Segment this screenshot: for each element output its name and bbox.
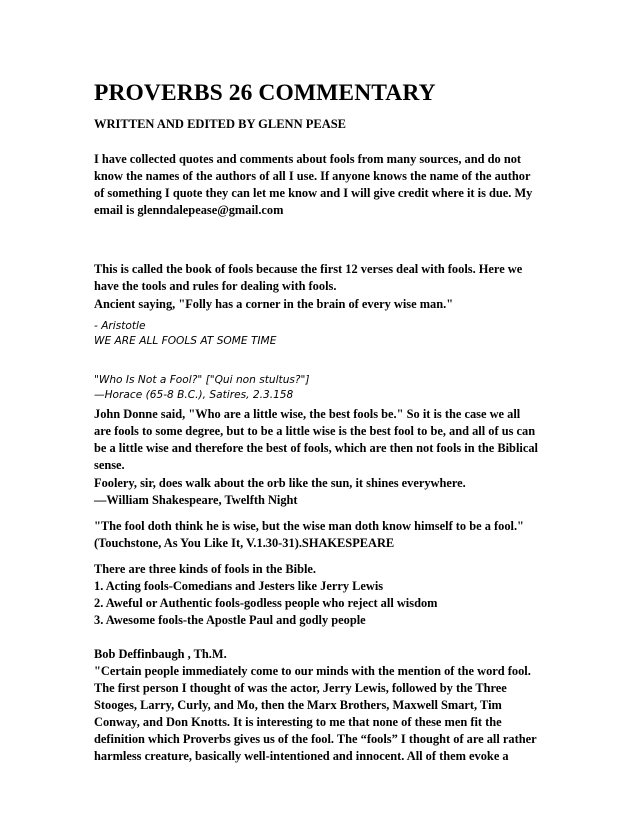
donne-line: be a little wise and therefore the best of fools, which are then not fools in the Biblical: [94, 441, 538, 455]
foolery-citation: —William Shakespeare, Twelfth Night: [94, 493, 298, 507]
donne-line: John Donne said, "Who are a little wise, the best fools be." So it is the case we all: [94, 407, 521, 421]
aristotle-attribution: - Aristotle: [94, 320, 146, 332]
deffinbaugh-line: definition which Proverbs gives us of the fool. The “fools” I thought of are all rather: [94, 732, 537, 746]
horace-citation: —Horace (65-8 B.C.), Satires, 2.3.158: [94, 389, 294, 401]
donne-line: are fools to some degree, but to be a little wise is the best fool to be, and all of us can: [94, 424, 536, 438]
foolery-quote: Foolery, sir, does walk about the orb like the sun, it shines everywhere.: [94, 476, 466, 490]
intro-line: of something I quote they can let me know and I will give credit where it is due. My: [94, 186, 533, 200]
book-of-fools-line: This is called the book of fools because the first 12 verses deal with fools. Here we: [94, 262, 523, 276]
deffinbaugh-line: Stooges, Larry, Curly, and Mo, then the Marx Brothers, Maxwell Smart, Tim: [94, 698, 502, 712]
deffinbaugh-line: "Certain people immediately come to our minds with the mention of the word fool.: [94, 664, 531, 678]
deffinbaugh-line: harmless creature, basically well-intentioned and innocent. All of them evoke a: [94, 749, 509, 763]
intro-line: know the names of the authors of all I use. If anyone knows the name of the author: [94, 169, 531, 183]
intro-line: I have collected quotes and comments about fools from many sources, and do not: [94, 152, 522, 166]
list-item: 3. Awesome fools-the Apostle Paul and godly people: [94, 613, 366, 627]
deffinbaugh-line: Conway, and Don Knotts. It is interesting to me that none of these men fit the: [94, 715, 502, 729]
all-fools-heading: WE ARE ALL FOOLS AT SOME TIME: [94, 335, 277, 347]
page-subtitle: WRITTEN AND EDITED BY GLENN PEASE: [94, 117, 347, 131]
book-of-fools-line: have the tools and rules for dealing with fools.: [94, 279, 337, 293]
ancient-saying: Ancient saying, "Folly has a corner in the brain of every wise man.": [94, 297, 454, 311]
touchstone-citation: (Touchstone, As You Like It, V.1.30-31).SHAKESPEARE: [94, 536, 395, 550]
list-item: 2. Aweful or Authentic fools-godless people who reject all wisdom: [94, 596, 438, 610]
three-kinds-heading: There are three kinds of fools in the Bible.: [94, 562, 317, 576]
touchstone-quote: "The fool doth think he is wise, but the wise man doth know himself to be a fool.": [94, 519, 524, 533]
intro-line-email: email is glenndalepease@gmail.com: [94, 203, 284, 217]
deffinbaugh-name: Bob Deffinbaugh , Th.M.: [94, 647, 227, 661]
donne-line: sense.: [94, 458, 125, 472]
page-title: PROVERBS 26 COMMENTARY: [94, 80, 436, 106]
list-item: 1. Acting fools-Comedians and Jesters like Jerry Lewis: [94, 579, 384, 593]
horace-quote: "Who Is Not a Fool?" ["Qui non stultus?"]: [94, 374, 310, 386]
deffinbaugh-line: The first person I thought of was the actor, Jerry Lewis, followed by the Three: [94, 681, 507, 695]
